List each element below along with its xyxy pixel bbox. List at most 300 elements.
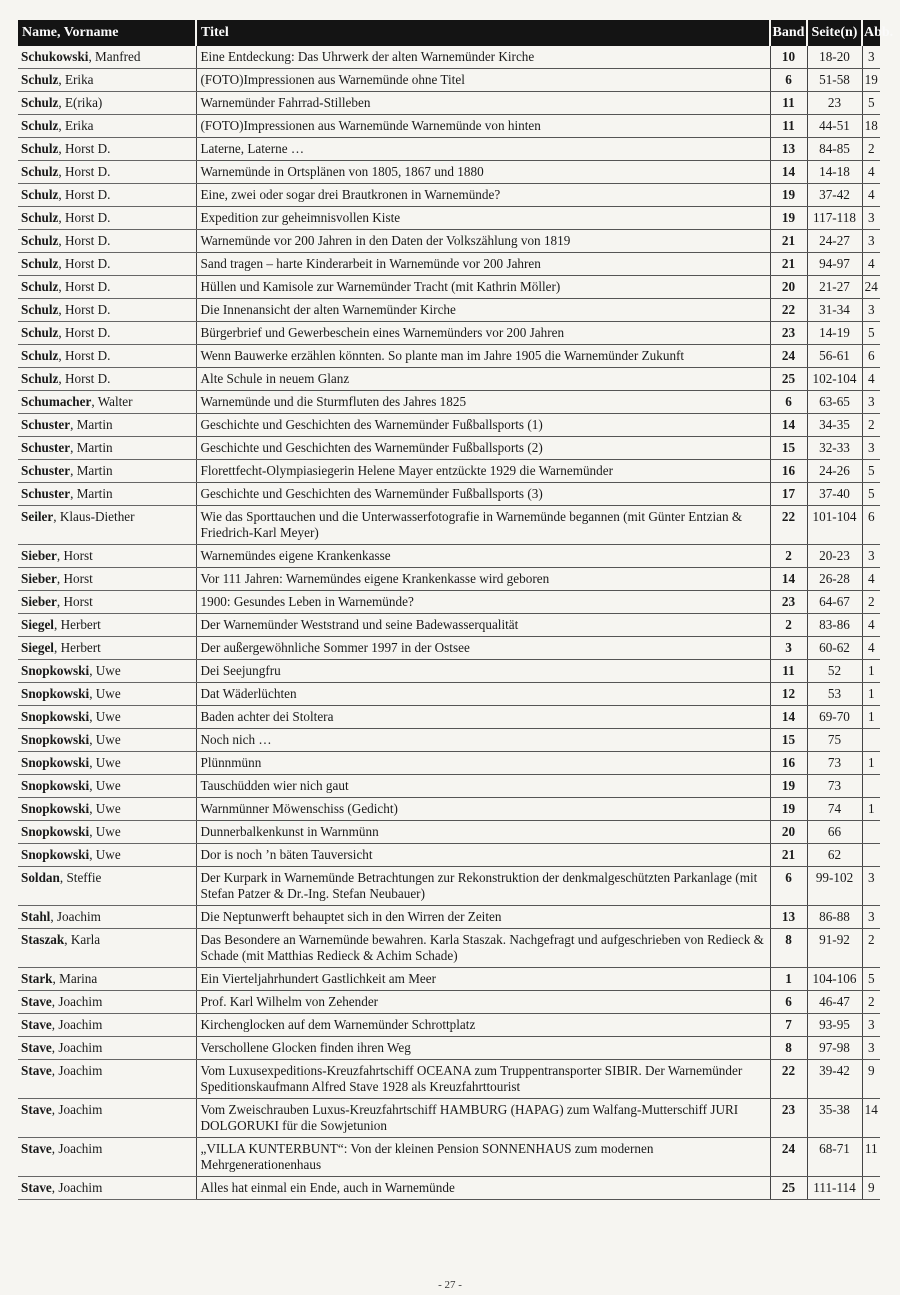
page-range: 62 [807, 844, 862, 867]
figure-count: 24 [862, 276, 880, 299]
article-title: Der Warnemünder Weststrand und seine Badewasserqualität [196, 614, 770, 637]
article-title: Geschichte und Geschichten des Warnemünder Fußballsports (1) [196, 414, 770, 437]
header-title: Titel [196, 20, 770, 46]
article-title: Eine Entdeckung: Das Uhrwerk der alten Warnemünder Kirche [196, 46, 770, 69]
figure-count: 3 [862, 46, 880, 69]
author-first-name: , Joachim [51, 1063, 103, 1078]
author-last-name: Stave [21, 1040, 52, 1055]
author-cell [18, 437, 196, 460]
article-title: Warnemünde in Ortsplänen von 1805, 1867 und 1880 [196, 161, 770, 184]
table-row [18, 637, 880, 660]
band-number: 11 [770, 92, 807, 115]
author-last-name: Seiler [21, 509, 54, 524]
author-cell [18, 867, 196, 906]
table-row [18, 545, 880, 568]
author-first-name: , Karla [64, 932, 101, 947]
article-title: Vom Zweischrauben Luxus-Kreuzfahrtschiff HAMBURG (HAPAG) zum Walfang-Mutterschiff JURI DOLGORUKI für die Sowjetunion [196, 1099, 770, 1138]
figure-count: 9 [862, 1177, 880, 1200]
page-range: 91-92 [807, 929, 862, 968]
figure-count: 3 [862, 1037, 880, 1060]
author-first-name: , Horst [56, 548, 93, 563]
table-row [18, 968, 880, 991]
figure-count: 5 [862, 483, 880, 506]
author-first-name: , Joachim [51, 1102, 103, 1117]
page-range: 60-62 [807, 637, 862, 660]
author-last-name: Schulz [21, 233, 59, 248]
author-cell [18, 345, 196, 368]
figure-count: 2 [862, 138, 880, 161]
author-cell [18, 798, 196, 821]
header-band: Band [770, 20, 807, 46]
table-row [18, 460, 880, 483]
band-number: 1 [770, 968, 807, 991]
author-first-name: , Herbert [53, 617, 101, 632]
page-range: 97-98 [807, 1037, 862, 1060]
article-title: Der Kurpark in Warnemünde Betrachtungen zur Rekonstruktion der denkmalgeschützten Parkanlage (mit Stefan Patzer & Dr.-Ing. Stefan Neubauer) [196, 867, 770, 906]
figure-count: 3 [862, 1014, 880, 1037]
table-row [18, 752, 880, 775]
band-number: 24 [770, 345, 807, 368]
author-first-name: , Horst D. [58, 256, 111, 271]
author-cell [18, 752, 196, 775]
author-first-name: , Steffie [59, 870, 102, 885]
band-number: 20 [770, 821, 807, 844]
figure-count: 3 [862, 299, 880, 322]
author-first-name: , Horst D. [58, 279, 111, 294]
article-title: (FOTO)Impressionen aus Warnemünde Warnemünde von hinten [196, 115, 770, 138]
band-number: 19 [770, 184, 807, 207]
author-cell [18, 1138, 196, 1177]
author-first-name: , Marina [52, 971, 98, 986]
table-row [18, 253, 880, 276]
author-cell [18, 706, 196, 729]
table-row [18, 391, 880, 414]
table-row [18, 706, 880, 729]
table-row [18, 207, 880, 230]
author-first-name: , Horst D. [58, 302, 111, 317]
article-title: Die Innenansicht der alten Warnemünder Kirche [196, 299, 770, 322]
article-title: Verschollene Glocken finden ihren Weg [196, 1037, 770, 1060]
page-range: 66 [807, 821, 862, 844]
band-number: 13 [770, 138, 807, 161]
figure-count: 5 [862, 968, 880, 991]
band-number: 17 [770, 483, 807, 506]
page-range: 75 [807, 729, 862, 752]
author-cell [18, 391, 196, 414]
figure-count [862, 775, 880, 798]
band-number: 19 [770, 775, 807, 798]
article-title: Ein Vierteljahrhundert Gastlichkeit am Meer [196, 968, 770, 991]
author-cell [18, 506, 196, 545]
figure-count: 4 [862, 568, 880, 591]
page-range: 74 [807, 798, 862, 821]
page-range: 73 [807, 752, 862, 775]
band-number: 7 [770, 1014, 807, 1037]
author-first-name: , Klaus-Diether [53, 509, 135, 524]
page-range: 34-35 [807, 414, 862, 437]
author-last-name: Sieber [21, 594, 57, 609]
band-number: 21 [770, 230, 807, 253]
page-range: 53 [807, 683, 862, 706]
author-first-name: , Horst D. [58, 164, 111, 179]
page-range: 39-42 [807, 1060, 862, 1099]
band-number: 25 [770, 1177, 807, 1200]
author-first-name: , E(rika) [58, 95, 103, 110]
page-range: 14-19 [807, 322, 862, 345]
figure-count: 1 [862, 683, 880, 706]
author-cell [18, 460, 196, 483]
page-range: 35-38 [807, 1099, 862, 1138]
author-first-name: , Horst D. [58, 233, 111, 248]
author-index-table [18, 20, 894, 1200]
article-title: Alte Schule in neuem Glanz [196, 368, 770, 391]
article-title: Geschichte und Geschichten des Warnemünder Fußballsports (3) [196, 483, 770, 506]
band-number: 13 [770, 906, 807, 929]
author-cell [18, 591, 196, 614]
author-first-name: , Horst D. [58, 371, 111, 386]
author-last-name: Schulz [21, 95, 59, 110]
article-title: Vom Luxusexpeditions-Kreuzfahrtschiff OCEANA zum Truppentransporter SIBIR. Der Warnemünder Speditionskaufmann Alfred Stave 1928 als Kreuzfahrttourist [196, 1060, 770, 1099]
page-range: 21-27 [807, 276, 862, 299]
author-cell [18, 683, 196, 706]
index-sheet [18, 20, 894, 1200]
figure-count: 1 [862, 798, 880, 821]
author-first-name: , Erika [58, 72, 94, 87]
figure-count [862, 729, 880, 752]
page-range: 104-106 [807, 968, 862, 991]
band-number: 22 [770, 506, 807, 545]
author-first-name: , Horst D. [58, 187, 111, 202]
table-row [18, 69, 880, 92]
author-last-name: Snopkowski [21, 847, 90, 862]
band-number: 21 [770, 253, 807, 276]
author-cell [18, 637, 196, 660]
figure-count [862, 821, 880, 844]
author-first-name: , Martin [70, 463, 113, 478]
author-cell [18, 991, 196, 1014]
author-last-name: Schulz [21, 164, 59, 179]
article-title: Wenn Bauwerke erzählen könnten. So plante man im Jahre 1905 die Warnemünder Zukunft [196, 345, 770, 368]
author-cell [18, 69, 196, 92]
author-last-name: Snopkowski [21, 732, 90, 747]
author-last-name: Stave [21, 1141, 52, 1156]
author-first-name: , Horst D. [58, 141, 111, 156]
figure-count: 4 [862, 253, 880, 276]
author-last-name: Schulz [21, 325, 59, 340]
band-number: 22 [770, 299, 807, 322]
author-cell [18, 844, 196, 867]
table-row [18, 368, 880, 391]
figure-count: 3 [862, 391, 880, 414]
author-first-name: , Joachim [51, 994, 103, 1009]
author-cell [18, 660, 196, 683]
figure-count: 3 [862, 867, 880, 906]
author-cell [18, 968, 196, 991]
article-title: Warnemündes eigene Krankenkasse [196, 545, 770, 568]
author-last-name: Schulz [21, 118, 59, 133]
author-first-name: , Horst [56, 571, 93, 586]
page-range: 101-104 [807, 506, 862, 545]
author-first-name: , Walter [91, 394, 133, 409]
figure-count: 1 [862, 660, 880, 683]
author-last-name: Schuster [21, 417, 71, 432]
author-cell [18, 161, 196, 184]
article-title: Baden achter dei Stoltera [196, 706, 770, 729]
page-range: 20-23 [807, 545, 862, 568]
band-number: 14 [770, 568, 807, 591]
article-title: „VILLA KUNTERBUNT“: Von der kleinen Pension SONNENHAUS zum modernen Mehrgenerationenhaus [196, 1138, 770, 1177]
band-number: 12 [770, 683, 807, 706]
figure-count: 5 [862, 92, 880, 115]
article-title: Geschichte und Geschichten des Warnemünder Fußballsports (2) [196, 437, 770, 460]
band-number: 6 [770, 991, 807, 1014]
band-number: 10 [770, 46, 807, 69]
band-number: 19 [770, 798, 807, 821]
table-body [18, 46, 880, 1200]
author-first-name: , Manfred [88, 49, 141, 64]
table-row [18, 929, 880, 968]
page-range: 94-97 [807, 253, 862, 276]
table-row [18, 1060, 880, 1099]
figure-count: 2 [862, 991, 880, 1014]
author-cell [18, 207, 196, 230]
article-title: Hüllen und Kamisole zur Warnemünder Tracht (mit Kathrin Möller) [196, 276, 770, 299]
table-row [18, 161, 880, 184]
author-first-name: , Martin [70, 417, 113, 432]
author-cell [18, 92, 196, 115]
figure-count: 9 [862, 1060, 880, 1099]
page-range: 111-114 [807, 1177, 862, 1200]
band-number: 16 [770, 752, 807, 775]
author-cell [18, 929, 196, 968]
page-range: 117-118 [807, 207, 862, 230]
page-number: - 27 - [438, 1279, 462, 1291]
band-number: 15 [770, 437, 807, 460]
page-range: 24-26 [807, 460, 862, 483]
band-number: 14 [770, 414, 807, 437]
author-cell [18, 322, 196, 345]
figure-count: 1 [862, 752, 880, 775]
author-first-name: , Uwe [89, 847, 121, 862]
author-cell [18, 906, 196, 929]
author-last-name: Stahl [21, 909, 51, 924]
band-number: 20 [770, 276, 807, 299]
page-range: 14-18 [807, 161, 862, 184]
author-cell [18, 775, 196, 798]
article-title: Laterne, Laterne … [196, 138, 770, 161]
figure-count: 18 [862, 115, 880, 138]
author-last-name: Schukowski [21, 49, 89, 64]
figure-count: 11 [862, 1138, 880, 1177]
figure-count: 4 [862, 637, 880, 660]
author-first-name: , Joachim [51, 1017, 103, 1032]
table-row [18, 775, 880, 798]
author-last-name: Soldan [21, 870, 60, 885]
figure-count: 14 [862, 1099, 880, 1138]
band-number: 14 [770, 161, 807, 184]
band-number: 22 [770, 1060, 807, 1099]
figure-count: 3 [862, 545, 880, 568]
article-title: Warnemünde vor 200 Jahren in den Daten der Volkszählung von 1819 [196, 230, 770, 253]
page-range: 68-71 [807, 1138, 862, 1177]
table-row [18, 591, 880, 614]
page-range: 37-42 [807, 184, 862, 207]
author-first-name: , Uwe [89, 663, 121, 678]
author-last-name: Schulz [21, 187, 59, 202]
page-range: 37-40 [807, 483, 862, 506]
band-number: 15 [770, 729, 807, 752]
page-range: 32-33 [807, 437, 862, 460]
table-row [18, 115, 880, 138]
author-last-name: Schulz [21, 279, 59, 294]
author-first-name: , Horst D. [58, 325, 111, 340]
table-row [18, 345, 880, 368]
author-last-name: Schulz [21, 371, 59, 386]
author-cell [18, 46, 196, 69]
band-number: 2 [770, 614, 807, 637]
article-title: Dor is noch ’n bäten Tauversicht [196, 844, 770, 867]
page-range: 69-70 [807, 706, 862, 729]
article-title: Bürgerbrief und Gewerbeschein eines Warnemünders vor 200 Jahren [196, 322, 770, 345]
page-range: 84-85 [807, 138, 862, 161]
author-last-name: Stave [21, 994, 52, 1009]
figure-count: 4 [862, 161, 880, 184]
figure-count: 6 [862, 345, 880, 368]
author-last-name: Schuster [21, 486, 71, 501]
band-number: 23 [770, 1099, 807, 1138]
article-title: Wie das Sporttauchen und die Unterwasserfotografie in Warnemünde begannen (mit Günter Entzian & Friedrich-Karl Meyer) [196, 506, 770, 545]
author-cell [18, 230, 196, 253]
figure-count: 3 [862, 437, 880, 460]
author-last-name: Schulz [21, 210, 59, 225]
author-last-name: Snopkowski [21, 755, 90, 770]
table-row [18, 614, 880, 637]
table-row [18, 1037, 880, 1060]
figure-count: 1 [862, 706, 880, 729]
band-number: 24 [770, 1138, 807, 1177]
header-name: Name, Vorname [18, 20, 196, 46]
band-number: 21 [770, 844, 807, 867]
table-row [18, 437, 880, 460]
article-title: Expedition zur geheimnisvollen Kiste [196, 207, 770, 230]
table-row [18, 1138, 880, 1177]
page-range: 52 [807, 660, 862, 683]
author-last-name: Stave [21, 1102, 52, 1117]
article-title: Warnemünde und die Sturmfluten des Jahres 1825 [196, 391, 770, 414]
band-number: 11 [770, 660, 807, 683]
page-range: 63-65 [807, 391, 862, 414]
page-range: 102-104 [807, 368, 862, 391]
figure-count: 2 [862, 929, 880, 968]
table-row [18, 844, 880, 867]
author-last-name: Snopkowski [21, 663, 90, 678]
author-first-name: , Joachim [51, 1141, 103, 1156]
table-row [18, 1099, 880, 1138]
figure-count: 3 [862, 906, 880, 929]
header-abb: Abb. [862, 20, 880, 46]
band-number: 8 [770, 929, 807, 968]
band-number: 14 [770, 706, 807, 729]
author-cell [18, 614, 196, 637]
article-title: Eine, zwei oder sogar drei Brautkronen in Warnemünde? [196, 184, 770, 207]
table-row [18, 867, 880, 906]
author-last-name: Schuster [21, 463, 71, 478]
author-cell [18, 276, 196, 299]
article-title: 1900: Gesundes Leben in Warnemünde? [196, 591, 770, 614]
table-row [18, 1014, 880, 1037]
author-last-name: Snopkowski [21, 824, 90, 839]
table-row [18, 230, 880, 253]
author-first-name: , Uwe [89, 686, 121, 701]
band-number: 8 [770, 1037, 807, 1060]
page-range: 64-67 [807, 591, 862, 614]
band-number: 25 [770, 368, 807, 391]
figure-count: 6 [862, 506, 880, 545]
table-row [18, 92, 880, 115]
article-title: Warnemünder Fahrrad-Stilleben [196, 92, 770, 115]
band-number: 23 [770, 322, 807, 345]
page-range: 26-28 [807, 568, 862, 591]
author-first-name: , Joachim [51, 1040, 103, 1055]
page-range: 83-86 [807, 614, 862, 637]
table-row [18, 683, 880, 706]
table-row [18, 483, 880, 506]
author-first-name: , Uwe [89, 755, 121, 770]
author-first-name: , Erika [58, 118, 94, 133]
article-title: Alles hat einmal ein Ende, auch in Warnemünde [196, 1177, 770, 1200]
author-last-name: Staszak [21, 932, 65, 947]
table-row [18, 299, 880, 322]
author-last-name: Sieber [21, 571, 57, 586]
article-title: Sand tragen – harte Kinderarbeit in Warnemünde vor 200 Jahren [196, 253, 770, 276]
author-first-name: , Uwe [89, 709, 121, 724]
author-cell [18, 1060, 196, 1099]
article-title: Warnmünner Möwenschiss (Gedicht) [196, 798, 770, 821]
figure-count: 3 [862, 207, 880, 230]
author-first-name: , Uwe [89, 732, 121, 747]
author-cell [18, 1037, 196, 1060]
article-title: Vor 111 Jahren: Warnemündes eigene Krankenkasse wird geboren [196, 568, 770, 591]
author-first-name: , Uwe [89, 801, 121, 816]
band-number: 3 [770, 637, 807, 660]
table-row [18, 821, 880, 844]
author-cell [18, 299, 196, 322]
author-last-name: Stave [21, 1017, 52, 1032]
figure-count: 5 [862, 322, 880, 345]
author-cell [18, 253, 196, 276]
article-title: Florettfecht-Olympiasiegerin Helene Mayer entzückte 1929 die Warnemünder [196, 460, 770, 483]
table-row [18, 798, 880, 821]
author-last-name: Schuster [21, 440, 71, 455]
article-title: Die Neptunwerft behauptet sich in den Wirren der Zeiten [196, 906, 770, 929]
band-number: 11 [770, 115, 807, 138]
band-number: 6 [770, 867, 807, 906]
band-number: 2 [770, 545, 807, 568]
author-cell [18, 368, 196, 391]
author-first-name: , Joachim [50, 909, 101, 924]
band-number: 6 [770, 69, 807, 92]
author-last-name: Snopkowski [21, 778, 90, 793]
figure-count: 5 [862, 460, 880, 483]
figure-count [862, 844, 880, 867]
article-title: Kirchenglocken auf dem Warnemünder Schrottplatz [196, 1014, 770, 1037]
author-last-name: Sieber [21, 548, 57, 563]
author-cell [18, 545, 196, 568]
page-range: 44-51 [807, 115, 862, 138]
article-title: (FOTO)Impressionen aus Warnemünde ohne Titel [196, 69, 770, 92]
author-cell [18, 821, 196, 844]
page-range: 24-27 [807, 230, 862, 253]
